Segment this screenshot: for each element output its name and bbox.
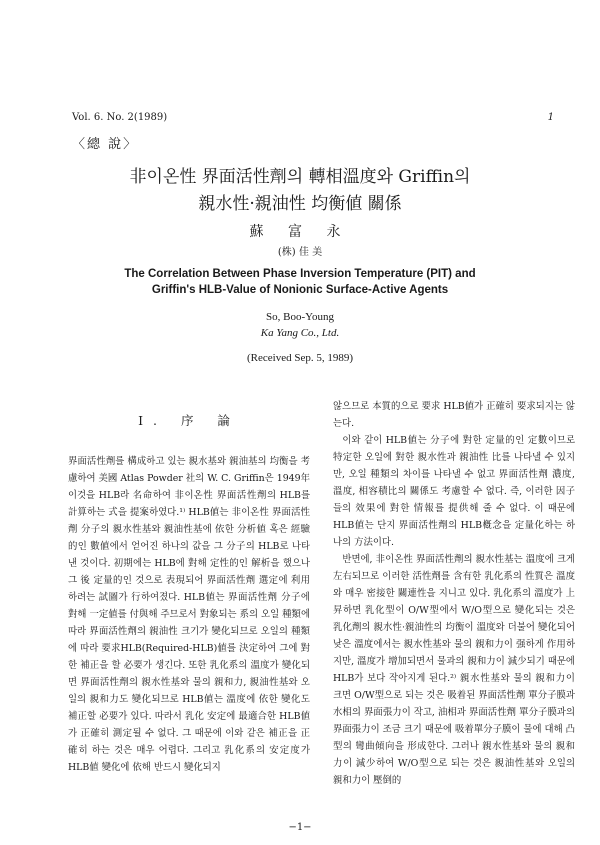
title-korean-line-1: 非이온性 界面活性劑의 轉相溫度와 Griffin의 bbox=[129, 167, 471, 187]
right-column bbox=[333, 398, 575, 789]
author-korean: 蘇 富 永 bbox=[249, 224, 351, 240]
affiliation-korean: (株) 佳 美 bbox=[277, 247, 323, 258]
page-footer: −1− bbox=[288, 822, 312, 833]
right-paragraph: 반면에, 非이온性 界面活性劑의 親水性基는 溫度에 크게 左右되므로 이러한 活性劑를 含有한 乳化系의 性質은 溫度와 매우 密接한 關連性을 지니고 있다. 乳化系의 溫度가 上昇하면 乳化型이 O/W型에서 W/O型으로 變化되는 것은 乳化劑의 親水性·親油性의 均衡이 溫度와 더불어 變化되어 낮은 溫度에서는 親水性基와 물의 親和力이 强하게 作用하지만, 溫度가 增加되면서 물과의 親和力이 減少되기 때문에 HLB가 보다 작아지게 된다.²⁾ 親水性基와 물의 親和力이 크면 O/W型으로 되는 것은 吸着된 界面活性劑 單分子膜과 水相의 界面張力이 작고, 油相과 界面活性劑 單分子膜과의 界面張力이 조금 크기 때문에 吸着單分子膜이 물에 대해 凸型의 彎曲傾向을 形成한다. 그러나 親水性基와 물의 親和力이 減少하여 W/O型으로 되는 것은 親油性基와 오일의 親和力이 壓倒的 bbox=[333, 554, 575, 786]
journal-volume: Vol. 6. No. 2(1989) bbox=[72, 112, 168, 123]
left-paragraph: 界面活性劑를 構成하고 있는 親水基와 親油基의 均衡을 考慮하여 美國 Atlas Powder 社의 W. C. Griffin은 1949年 이것을 HLB라 名命하여 非이온性 界面活性劑의 HLB를 計算하는 式을 提案하였다.¹⁾ HLB値는 非이온性 界面活性劑 分子의 親水性基와 親油性基에 依한 分析値 혹은 經驗的인 數値에서 얻어진 하나의 값을 그 分子의 HLB로 나타낸 것이다. 初期에는 HLB에 對해 定性的인 解析을 했으나 그 後 定量的인 것으로 表現되어 界面活性劑 選定에 利用하려는 試圖가 行하여졌다. HLB値는 界面活性劑 分子에 對해 一定値를 付與해 주므로서 對象되는 系의 오일 種類에 따라 界面活性劑의 親油性 크기가 變化되므로 오일의 種類에 따라 要求HLB(Required-HLB)値를 決定하여 그에 對한 補正을 할 必要가 생긴다. 또한 乳化系의 溫度가 變化되면 界面活性劑의 親水性基와 물의 親和力, 親油性基와 오일의 親和力도 變化되므로 HLB値는 溫度에 依한 變化도 補正할 必要가 있다. 따라서 乳化 安定에 最適合한 HLB値가 正確히 測定될 수 없다. 그 때문에 이와 같은 補正을 正確히 하는 것은 매우 어렵다. 그리고 乳化系의 安定度가 HLB値 變化에 依해 반드시 變化되지 bbox=[68, 456, 310, 773]
title-korean-line-2: 親水性·親油性 均衡値 關係 bbox=[198, 194, 402, 214]
right-paragraph: 이와 같이 HLB値는 分子에 對한 定量的인 定數이므로 特定한 오일에 對한 親水性과 親油性 比를 나타낼 수 있지만, 오일 種類의 차이를 나타낼 수 없고 界面活性劑 濃度, 溫度, 相容積比의 關係도 考慮할 수 없다. 즉, 이러한 因子들의 效果에 對한 情報를 提供해 줄 수 없다. 이 때문에 HLB値는 단지 界面活性劑의 HLB槪念을 定量化하는 하나의 方法이다. bbox=[333, 435, 575, 548]
section-heading: I. 序 論 bbox=[138, 413, 240, 428]
title-english-line-1: The Correlation Between Phase Inversion Temperature (PIT) and bbox=[124, 268, 476, 280]
section-label: 〈總 說〉 bbox=[72, 137, 139, 152]
received-date: (Received Sep. 5, 1989) bbox=[247, 352, 353, 364]
right-paragraph: 않으므로 本質的으로 要求 HLB値가 正確히 要求되지는 않는다. bbox=[333, 401, 575, 429]
left-column bbox=[68, 398, 310, 776]
page-number-mark: 1 bbox=[547, 112, 554, 123]
author-english: So, Boo-Young bbox=[266, 311, 334, 323]
affiliation-english: Ka Yang Co., Ltd. bbox=[260, 327, 340, 339]
title-english-line-2: Griffin's HLB-Value of Nonionic Surface-Active Agents bbox=[151, 284, 449, 296]
